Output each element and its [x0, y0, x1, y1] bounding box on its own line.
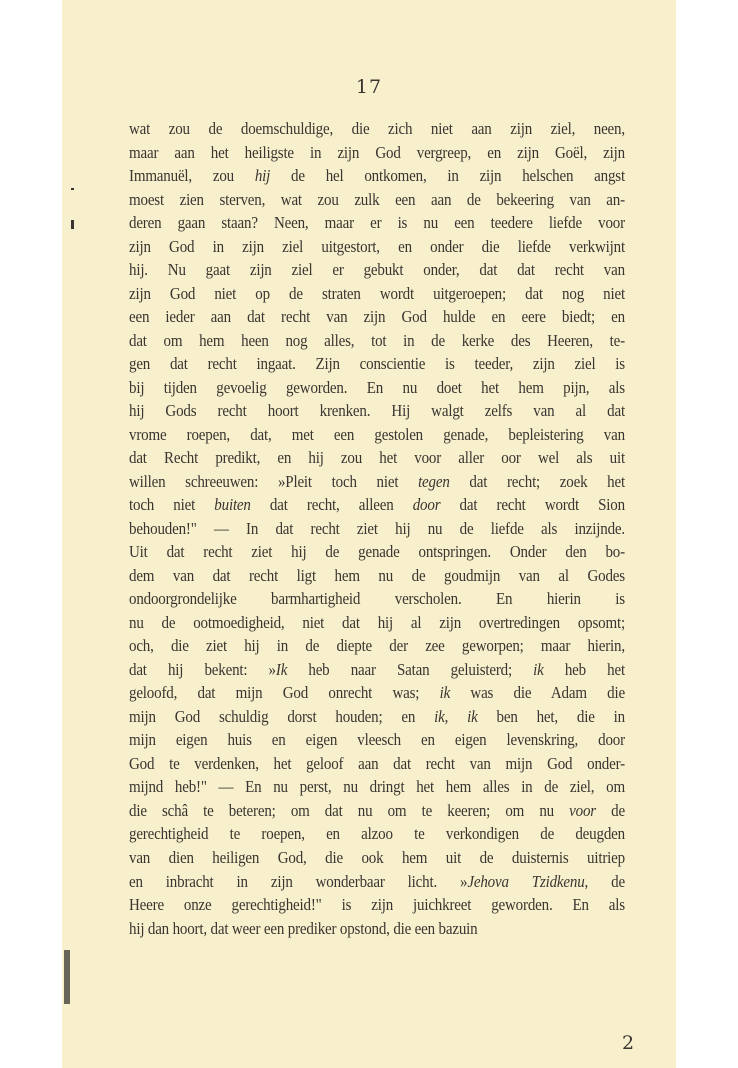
- text-line: willen schreeuwen: »Pleit toch niet tegen dat recht; zoek het: [129, 471, 625, 491]
- margin-speck: [71, 220, 74, 229]
- italic-emphasis: ik: [533, 659, 544, 679]
- text-line: mijn eigen huis en eigen vleesch en eigen levenskring, door: [129, 730, 625, 750]
- italic-emphasis: buiten: [214, 495, 251, 515]
- text-line: ondoorgrondelijke barmhartigheid verscholen. En hierin is: [129, 589, 625, 609]
- text-line: bij tijden gevoelig geworden. En nu doet het hem pijn, als: [129, 377, 625, 397]
- italic-emphasis: ik, ik: [434, 706, 478, 726]
- text-line: toch niet buiten dat recht, alleen door dat recht wordt Sion: [129, 495, 625, 515]
- text-line: maar aan het heiligste in zijn God vergreep, en zijn Goël, zijn: [129, 142, 625, 162]
- text-line: hij Gods recht hoort krenken. Hij walgt zelfs van al dat: [129, 401, 625, 421]
- text-line: moest zien sterven, wat zou zulk een aan de bekeering van an-: [129, 189, 625, 209]
- text-line: zijn God niet op de straten wordt uitgeroepen; dat nog niet: [129, 283, 625, 303]
- italic-emphasis: Jehova Tzidkenu: [467, 871, 585, 891]
- text-line: gen dat recht ingaat. Zijn conscientie is teeder, zijn ziel is: [129, 354, 625, 374]
- italic-emphasis: hij: [254, 166, 271, 186]
- italic-emphasis: ik: [439, 683, 451, 703]
- text-line: mijnd heb!" — En nu perst, nu dringt het hem alles in de ziel, om: [129, 777, 625, 797]
- text-line: gerechtigheid te roepen, en alzoo te verkondigen de deugden: [129, 824, 625, 844]
- text-line: dat Recht predikt, en hij zou het voor aller oor wel als uit: [129, 448, 625, 468]
- text-line: God te verdenken, het geloof aan dat recht van mijn God onder-: [129, 753, 625, 773]
- text-line: Heere onze gerechtigheid!" is zijn juichkreet geworden. En als: [129, 895, 625, 915]
- binding-mark: [64, 950, 70, 1004]
- text-line: behouden!" — In dat recht ziet hij nu de liefde als inzijnde.: [129, 518, 625, 538]
- text-line: deren gaan staan? Neen, maar er is nu een teedere liefde voor: [129, 213, 625, 233]
- text-line: een ieder aan dat recht van zijn God hulde en eere biedt; en: [129, 307, 625, 327]
- italic-emphasis: voor: [569, 800, 596, 820]
- text-line: hij. Nu gaat zijn ziel er gebukt onder, dat dat recht van: [129, 260, 625, 280]
- text-line: mijn God schuldig dorst houden; en ik, ik ben het, die in: [129, 706, 625, 726]
- text-line: die schâ te beteren; om dat nu om te keeren; om nu voor de: [129, 800, 625, 820]
- italic-emphasis: Ik: [275, 659, 288, 679]
- body-text: [129, 117, 625, 940]
- text-line: dat om hem heen nog alles, tot in de kerke des Heeren, te-: [129, 330, 625, 350]
- text-line: nu de ootmoedigheid, niet dat hij al zijn overtredingen opsomt;: [129, 612, 625, 632]
- text-line: van dien heiligen God, die ook hem uit de duisternis uitriep: [129, 847, 625, 867]
- text-line: Immanuël, zou hij de hel ontkomen, in zijn helschen angst: [129, 166, 625, 186]
- text-line: och, die ziet hij in de diepte der zee geworpen; maar hierin,: [129, 636, 625, 656]
- italic-emphasis: tegen: [418, 471, 450, 491]
- book-page: [62, 0, 676, 1068]
- text-line: dem van dat recht ligt hem nu de goudmijn van al Godes: [129, 565, 625, 585]
- text-line: hij dan hoort, dat weer een prediker opstond, die een bazuin: [129, 918, 478, 938]
- text-line: dat hij bekent: »Ik heb naar Satan geluisterd; ik heb het: [129, 659, 625, 679]
- italic-emphasis: door: [412, 495, 441, 515]
- text-line: geloofd, dat mijn God onrecht was; ik was die Adam die: [129, 683, 625, 703]
- text-line: wat zou de doemschuldige, die zich niet aan zijn ziel, neen,: [129, 119, 625, 138]
- text-line: vrome roepen, dat, met een gestolen genade, bepleistering van: [129, 424, 625, 444]
- text-line: zijn God in zijn ziel uitgestort, en onder die liefde verkwijnt: [129, 236, 625, 256]
- margin-speck: [71, 188, 74, 190]
- text-line: Uit dat recht ziet hij de genade ontspringen. Onder den bo-: [129, 542, 625, 562]
- text-line: en inbracht in zijn wonderbaar licht. »Jehova Tzidkenu, de: [129, 871, 625, 891]
- page-number: 17: [355, 76, 383, 98]
- signature-mark: 2: [622, 1032, 635, 1054]
